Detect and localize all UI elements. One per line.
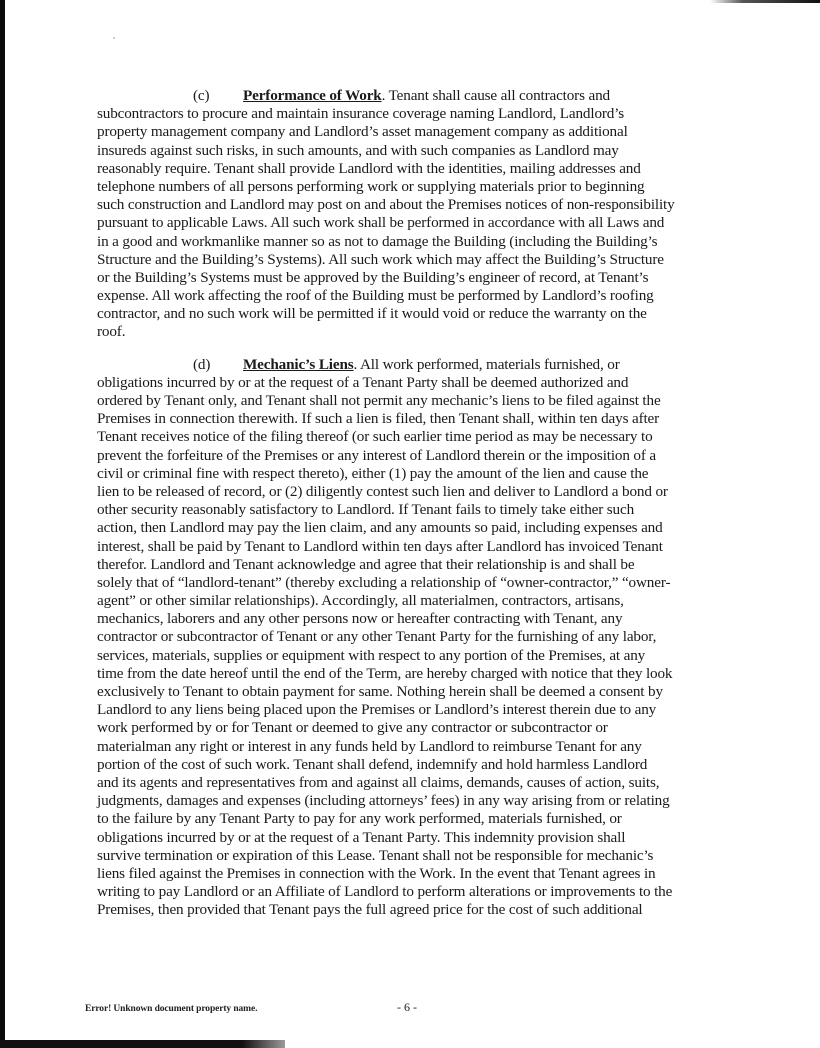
- scan-top-edge: [710, 0, 820, 3]
- section-first-line: [97, 87, 757, 105]
- scan-bottom-edge: [0, 1040, 285, 1048]
- section-line: and its agents and representatives from and against all claims, demands, causes of action, suits,: [97, 773, 660, 791]
- section-line: property management company and Landlord’s asset management company as additional: [97, 123, 628, 141]
- section-mechanics-liens: [97, 356, 757, 920]
- section-line: reasonably require. Tenant shall provide Landlord with the identities, mailing addresses and: [97, 159, 641, 177]
- section-line: Landlord to any liens being placed upon the Premises or Landlord’s interest therein due to any: [97, 701, 657, 719]
- page-number: - 6 -: [397, 1000, 417, 1014]
- section-line: subcontractors to procure and maintain insurance coverage naming Landlord, Landlord’s: [97, 105, 625, 123]
- section-line: Premises in connection therewith. If such a lien is filed, then Tenant shall, within ten days after: [97, 410, 660, 428]
- section-text: . Tenant shall cause all contractors and: [381, 87, 610, 104]
- section-line: agent” or other similar relationships). Accordingly, all materialmen, contractors, artisans,: [97, 592, 624, 610]
- section-line: solely that of “landlord-tenant” (thereby excluding a relationship of “owner-contractor,” “owner-: [97, 573, 671, 591]
- section-marker: (c): [193, 87, 210, 104]
- section-line: insureds against such risks, in such amounts, and with such companies as Landlord may: [97, 141, 619, 159]
- section-line: work performed by or for Tenant or deemed to give any contractor or subcontractor or: [97, 719, 608, 737]
- scan-speck: [113, 37, 115, 39]
- section-line: expense. All work affecting the roof of the Building must be performed by Landlord’s roofing: [97, 287, 654, 305]
- section-line: such construction and Landlord may post on and about the Premises notices of non-responsibility: [97, 196, 675, 214]
- section-line: to the failure by any Tenant Party to pay for any work performed, materials furnished, or: [97, 810, 622, 828]
- section-line: in a good and workmanlike manner so as not to damage the Building (including the Building’s: [97, 232, 658, 250]
- section-line: contractor or subcontractor of Tenant or any other Tenant Party for the furnishing of any labor,: [97, 628, 657, 646]
- section-line: survive termination or expiration of this Lease. Tenant shall not be responsible for mechanic’s: [97, 846, 654, 864]
- page-footer: [85, 1000, 485, 1015]
- section-line: lien to be released of record, or (2) diligently contest such lien and deliver to Landlord a bond or: [97, 482, 668, 500]
- section-line: services, materials, supplies or equipment with respect to any portion of the Premises, at any: [97, 646, 646, 664]
- section-line: liens filed against the Premises in connection with the Work. In the event that Tenant agrees in: [97, 864, 656, 882]
- section-line: other security reasonably satisfactory to Landlord. If Tenant fails to timely take either such: [97, 501, 635, 519]
- footer-document-property: Error! Unknown document property name.: [85, 1004, 258, 1014]
- section-line: prevent the forfeiture of the Premises or any interest of Landlord therein or the imposition of a: [97, 446, 657, 464]
- section-text: . All work performed, materials furnished, or: [353, 355, 620, 373]
- section-line: ordered by Tenant only, and Tenant shall not permit any mechanic’s liens to be filed against the: [97, 392, 661, 409]
- section-line: action, then Landlord may pay the lien claim, and any amounts so paid, including expenses and: [97, 519, 663, 537]
- section-line: or the Building’s Systems must be approved by the Building’s engineer of record, at Tenant’s: [97, 268, 649, 286]
- section-line: interest, shall be paid by Tenant to Landlord within ten days after Landlord has invoiced Tenant: [97, 537, 663, 555]
- section-performance-of-work: [97, 87, 757, 342]
- section-line: obligations incurred by or at the request of a Tenant Party. This indemnity provision shall: [97, 828, 626, 846]
- section-line: judgments, damages and expenses (including attorneys’ fees) in any way arising from or relating: [97, 792, 670, 810]
- section-line: pursuant to applicable Laws. All such work shall be performed in accordance with all Laws and: [97, 214, 665, 232]
- section-line: therefor. Landlord and Tenant acknowledge and agree that their relationship is and shall be: [97, 555, 635, 573]
- section-line: materialman any right or interest in any funds held by Landlord to reimburse Tenant for any: [97, 737, 642, 755]
- section-line: obligations incurred by or at the request of a Tenant Party shall be deemed authorized and: [97, 373, 629, 391]
- section-line: Structure and the Building’s Systems). All such work which may affect the Building’s Structure: [97, 250, 664, 268]
- section-line: portion of the cost of such work. Tenant shall defend, indemnify and hold harmless Landlord: [97, 755, 648, 773]
- section-line: roof.: [97, 323, 126, 341]
- section-line: time from the date hereof until the end of the Term, are hereby charged with notice that they look: [97, 664, 673, 682]
- section-line: civil or criminal fine with respect thereto), either (1) pay the amount of the lien and cause the: [97, 464, 649, 482]
- section-heading: Performance of Work: [243, 87, 382, 104]
- section-first-line: [97, 356, 757, 374]
- section-line: contractor, and no such work will be permitted if it would void or reduce the warranty on the: [97, 305, 647, 323]
- section-line: writing to pay Landlord or an Affiliate of Landlord to perform alterations or improvements to the: [97, 883, 673, 901]
- section-line: exclusively to Tenant to obtain payment for same. Nothing herein shall be deemed a consent by: [97, 683, 663, 700]
- section-marker: (d): [193, 355, 211, 373]
- section-line: mechanics, laborers and any other persons now or hereafter contracting with Tenant, any: [97, 610, 623, 628]
- section-heading: Mechanic’s Liens: [243, 355, 354, 373]
- document-page: [97, 87, 757, 919]
- section-line: Premises, then provided that Tenant pays the full agreed price for the cost of such additional: [97, 901, 643, 919]
- section-line: telephone numbers of all persons performing work or supplying materials prior to beginning: [97, 177, 645, 195]
- section-line: Tenant receives notice of the filing thereof (or such earlier time period as may be necessary to: [97, 428, 653, 446]
- scan-left-edge: [0, 0, 5, 1048]
